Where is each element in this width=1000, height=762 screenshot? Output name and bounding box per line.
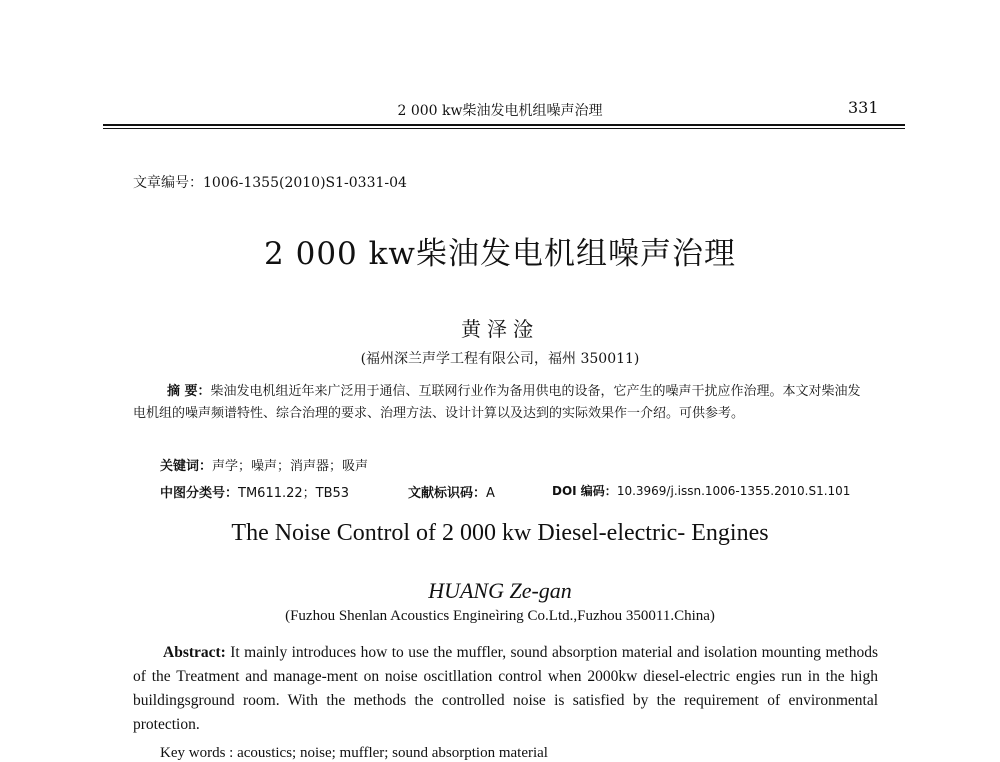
cn-keywords-label: 关键词： [160,459,213,474]
cn-doc-code [408,482,495,501]
en-abstract-text: It mainly introduces how to use the muffler, sound absorption material and isolation mounting methods of the Treatment and manage-ment on noise oscitllation control when 2000kw diesel-electric engies run in the high buildingsground room. With the methods the controlled noise is satisfied by the requirement of environmental protection. [133,644,878,733]
cn-abstract-text: 柴油发电机组近年来广泛用于通信、互联网行业作为备用供电的设备，它产生的噪声干扰应作治理。本文对柴油发电机组的噪声频谱特性、综合治理的要求、治理方法、设计计算以及达到的实际效果作一介绍。可供参考。 [133,384,861,421]
en-author: HUANG Ze-gan [428,578,572,603]
cn-title: 2 000 kw柴油发电机组噪声治理 [264,236,736,272]
cn-affiliation: (福州深兰声学工程有限公司，福州 350011) [360,351,640,367]
en-title: The Noise Control of 2 000 kw Diesel-electric- Engines [231,520,769,546]
en-keywords-cutoff: Key words : acoustics; noise; muffler; sound absorption material [160,745,548,761]
cn-doi-label: DOI 编码： [552,484,617,498]
cn-doi-text: 10.3969/j.issn.1006-1355.2010.S1.101 [616,484,851,498]
article-number: 文章编号：1006-1355(2010)S1-0331-04 [133,175,407,191]
cn-abstract-label: 摘 要： [167,384,211,399]
header-rule-thin [103,128,905,129]
cn-doc-code-text: A [486,486,495,501]
en-abstract [133,641,878,737]
cn-author: 黄泽淦 [461,317,539,341]
header-rule-thick [103,124,905,126]
cn-keywords-text: 声学；噪声；消声器；吸声 [212,459,369,474]
cn-abstract [133,381,873,425]
cn-clc-label: 中图分类号： [160,486,239,501]
cn-doi [552,482,850,499]
cn-keywords [160,455,368,474]
en-affiliation: (Fuzhou Shenlan Acoustics Engineìring Co.Ltd.,Fuzhou 350011.China) [285,608,715,624]
page-number: 331 [848,98,879,117]
cn-doc-code-label: 文献标识码： [408,486,487,501]
cn-clc-text: TM611.22；TB53 [238,486,350,501]
running-title: 2 000 kw柴油发电机组噪声治理 [397,103,603,119]
cn-clc [160,482,349,501]
en-abstract-label: Abstract: [163,644,226,661]
